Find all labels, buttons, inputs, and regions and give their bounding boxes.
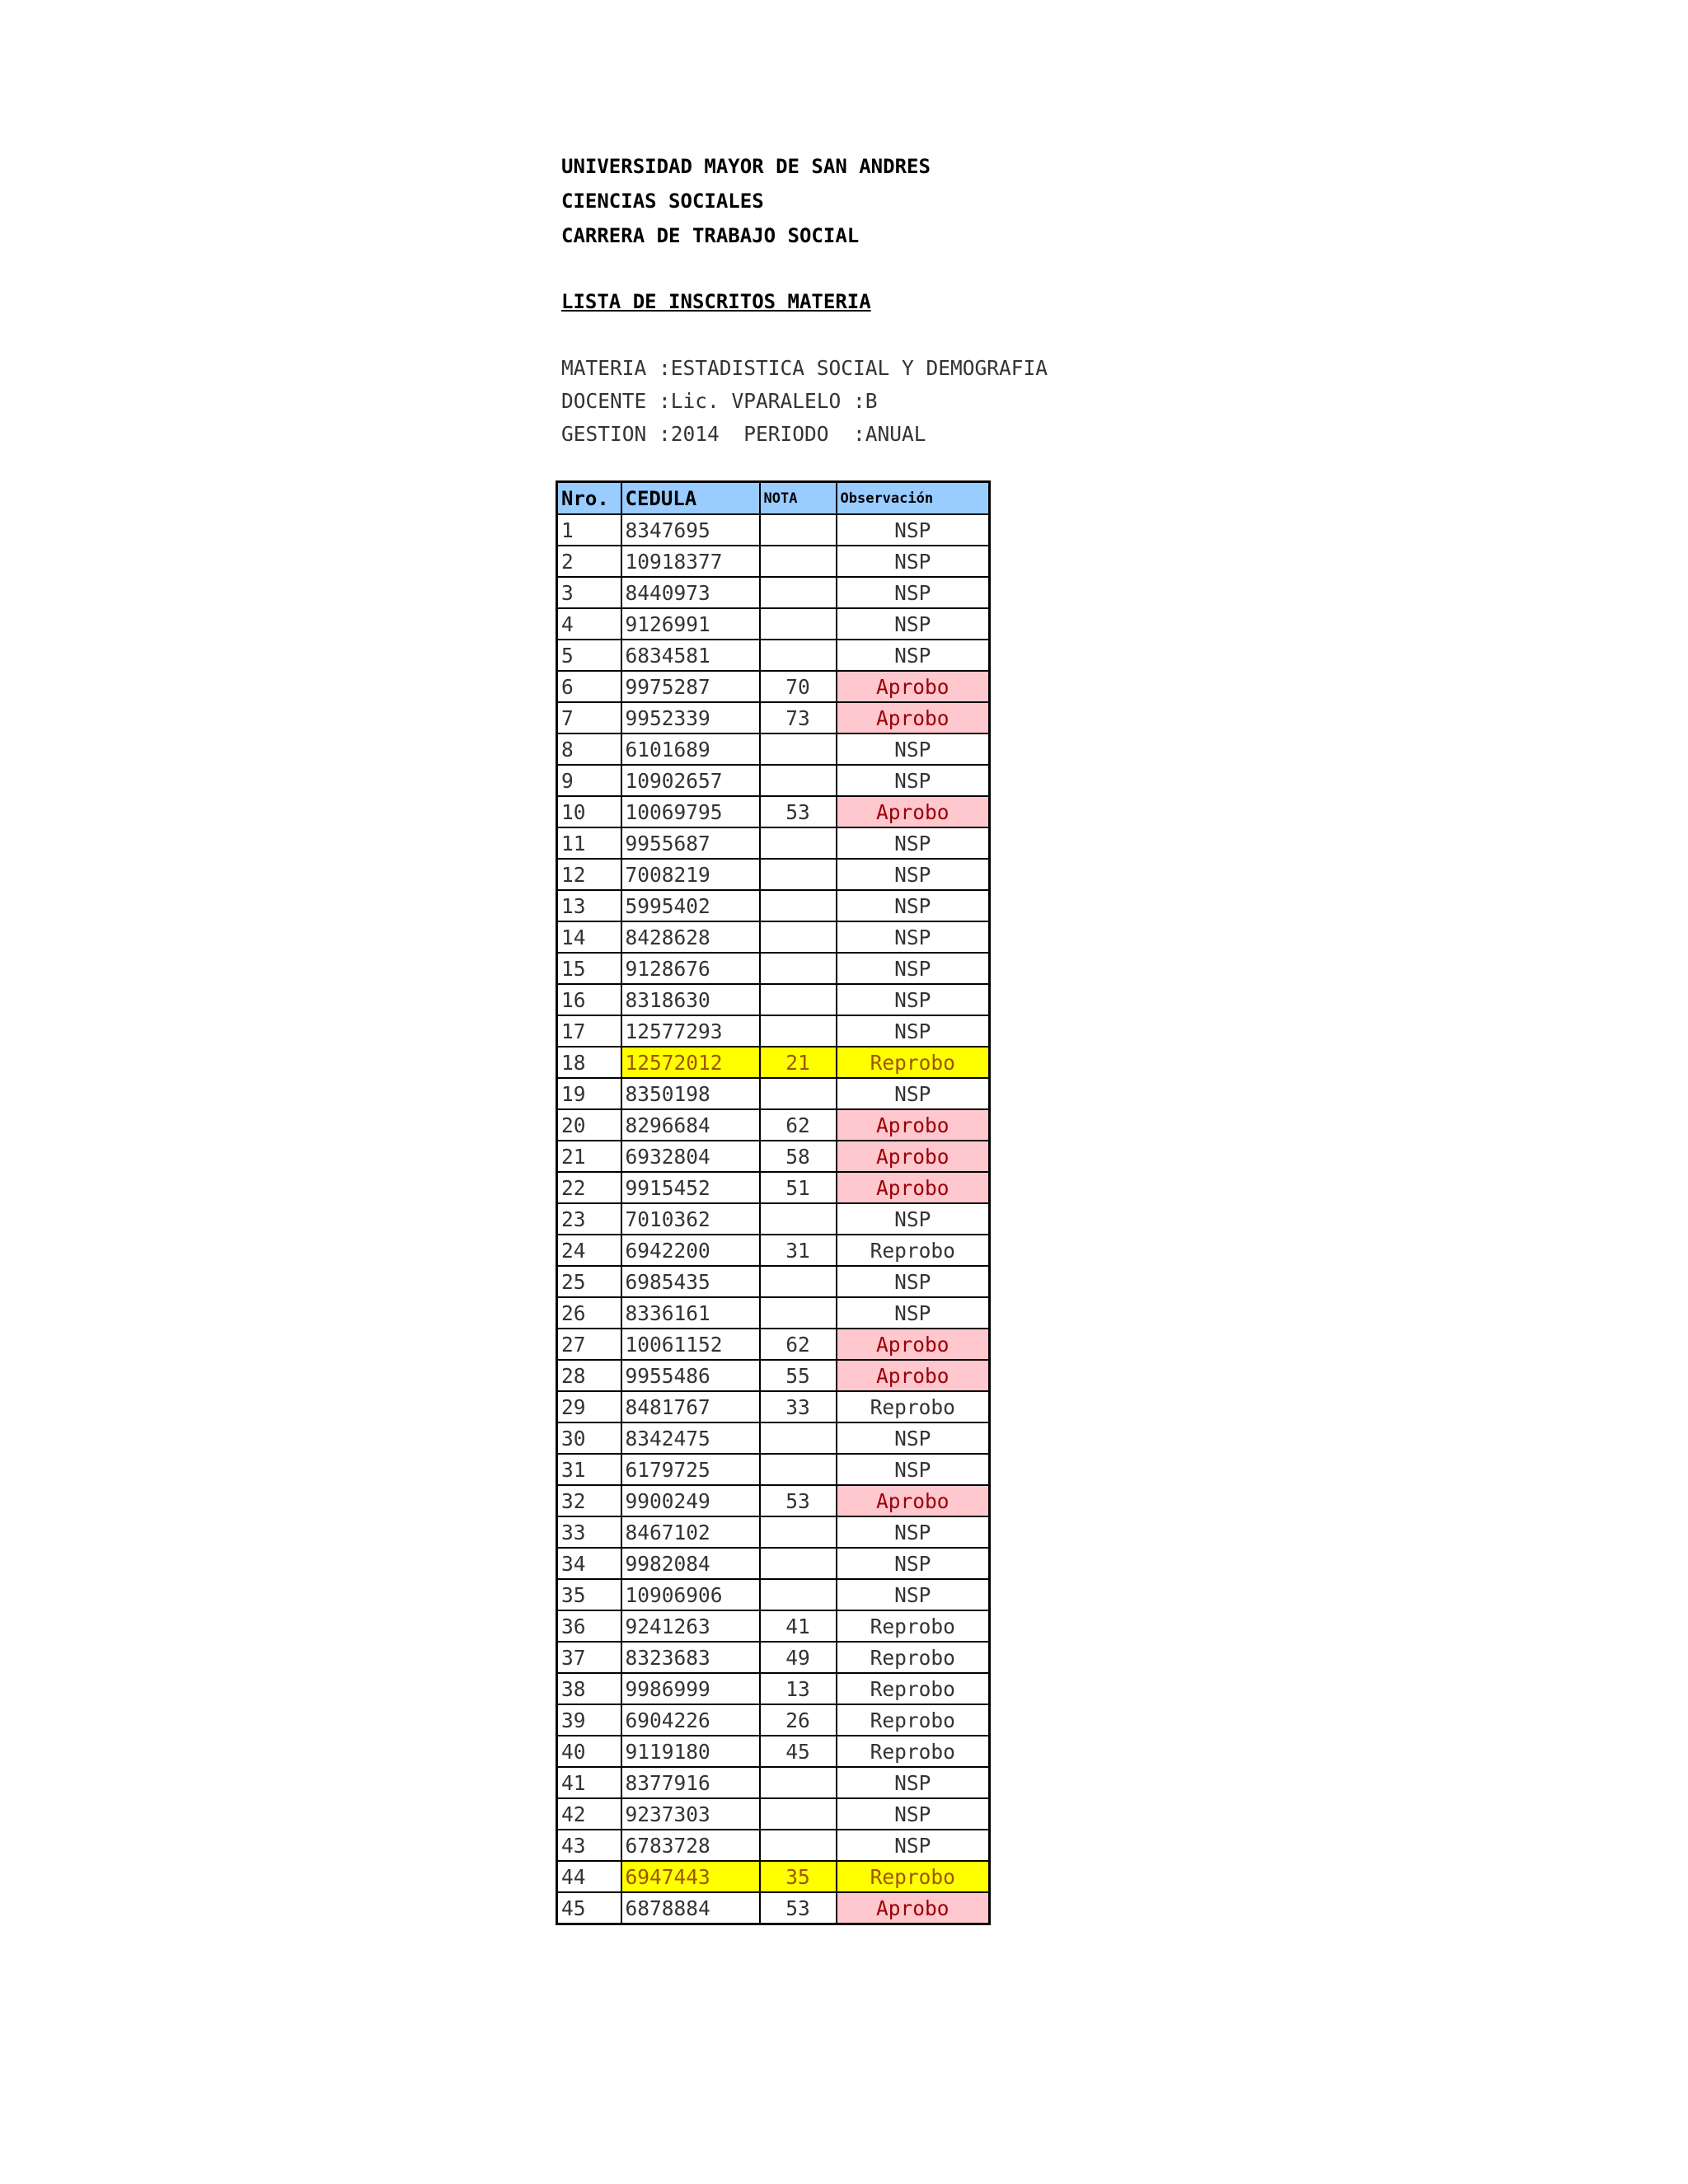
cell-nota bbox=[760, 953, 837, 984]
cell-nota: 33 bbox=[760, 1391, 837, 1422]
cell-nota bbox=[760, 1015, 837, 1047]
cell-nota: 53 bbox=[760, 1485, 837, 1516]
cell-observacion: Aprobo bbox=[837, 1360, 990, 1391]
cell-nota bbox=[760, 1548, 837, 1579]
cell-nro: 12 bbox=[557, 859, 621, 890]
cell-cedula: 9900249 bbox=[621, 1485, 760, 1516]
cell-observacion: NSP bbox=[837, 1454, 990, 1485]
cell-observacion: NSP bbox=[837, 890, 990, 921]
cell-cedula: 9955687 bbox=[621, 827, 760, 859]
table-row bbox=[557, 1830, 990, 1861]
cell-nro: 29 bbox=[557, 1391, 621, 1422]
cell-observacion: Aprobo bbox=[837, 671, 990, 702]
table-row bbox=[557, 640, 990, 671]
cell-nota: 41 bbox=[760, 1610, 837, 1642]
cell-cedula: 6947443 bbox=[621, 1861, 760, 1892]
cell-nota: 26 bbox=[760, 1704, 837, 1736]
table-row bbox=[557, 1642, 990, 1673]
cell-nota bbox=[760, 765, 837, 796]
cell-observacion: Aprobo bbox=[837, 796, 990, 827]
cell-nota bbox=[760, 1266, 837, 1297]
cell-nro: 3 bbox=[557, 577, 621, 608]
cell-nro: 36 bbox=[557, 1610, 621, 1642]
cell-nro: 8 bbox=[557, 733, 621, 765]
table-row bbox=[557, 1673, 990, 1704]
cell-observacion: NSP bbox=[837, 765, 990, 796]
cell-cedula: 9128676 bbox=[621, 953, 760, 984]
table-row bbox=[557, 733, 990, 765]
table-row bbox=[557, 1109, 990, 1141]
cell-nota bbox=[760, 1078, 837, 1109]
table-row bbox=[557, 827, 990, 859]
table-row bbox=[557, 953, 990, 984]
cell-nro: 37 bbox=[557, 1642, 621, 1673]
cell-cedula: 8318630 bbox=[621, 984, 760, 1015]
cell-observacion: NSP bbox=[837, 1548, 990, 1579]
cell-observacion: NSP bbox=[837, 1266, 990, 1297]
cell-nota bbox=[760, 1203, 837, 1235]
cell-cedula: 9237303 bbox=[621, 1798, 760, 1830]
cell-nro: 24 bbox=[557, 1235, 621, 1266]
cell-nro: 23 bbox=[557, 1203, 621, 1235]
cell-nro: 38 bbox=[557, 1673, 621, 1704]
cell-observacion: Reprobo bbox=[837, 1610, 990, 1642]
cell-observacion: Aprobo bbox=[837, 1109, 990, 1141]
table-header-row bbox=[557, 482, 990, 515]
cell-nro: 4 bbox=[557, 608, 621, 640]
cell-observacion: NSP bbox=[837, 1798, 990, 1830]
cell-nota bbox=[760, 859, 837, 890]
table-row bbox=[557, 1892, 990, 1924]
cell-cedula: 10902657 bbox=[621, 765, 760, 796]
table-row bbox=[557, 1579, 990, 1610]
cell-nro: 6 bbox=[557, 671, 621, 702]
cell-nota bbox=[760, 1454, 837, 1485]
cell-nota bbox=[760, 640, 837, 671]
column-header-nota: NOTA bbox=[760, 482, 837, 515]
cell-nota: 62 bbox=[760, 1109, 837, 1141]
cell-cedula: 7010362 bbox=[621, 1203, 760, 1235]
cell-cedula: 8350198 bbox=[621, 1078, 760, 1109]
cell-nro: 2 bbox=[557, 546, 621, 577]
table-row bbox=[557, 921, 990, 953]
cell-cedula: 6932804 bbox=[621, 1141, 760, 1172]
cell-cedula: 10061152 bbox=[621, 1329, 760, 1360]
table-row bbox=[557, 1235, 990, 1266]
cell-observacion: NSP bbox=[837, 640, 990, 671]
cell-nota: 73 bbox=[760, 702, 837, 733]
cell-cedula: 9982084 bbox=[621, 1548, 760, 1579]
table-row bbox=[557, 1015, 990, 1047]
cell-observacion: Aprobo bbox=[837, 1141, 990, 1172]
table-row bbox=[557, 1798, 990, 1830]
cell-nro: 9 bbox=[557, 765, 621, 796]
cell-observacion: NSP bbox=[837, 1830, 990, 1861]
cell-observacion: NSP bbox=[837, 859, 990, 890]
table-row bbox=[557, 577, 990, 608]
cell-observacion: NSP bbox=[837, 827, 990, 859]
table-row bbox=[557, 1736, 990, 1767]
table-row bbox=[557, 890, 990, 921]
cell-nota: 45 bbox=[760, 1736, 837, 1767]
cell-nota: 53 bbox=[760, 796, 837, 827]
cell-nro: 45 bbox=[557, 1892, 621, 1924]
table-row bbox=[557, 608, 990, 640]
cell-nota: 21 bbox=[760, 1047, 837, 1078]
cell-cedula: 9986999 bbox=[621, 1673, 760, 1704]
cell-cedula: 8377916 bbox=[621, 1767, 760, 1798]
cell-cedula: 8481767 bbox=[621, 1391, 760, 1422]
cell-nota bbox=[760, 577, 837, 608]
cell-cedula: 8440973 bbox=[621, 577, 760, 608]
table-row bbox=[557, 1047, 990, 1078]
table-row bbox=[557, 546, 990, 577]
cell-nro: 30 bbox=[557, 1422, 621, 1454]
cell-cedula: 8296684 bbox=[621, 1109, 760, 1141]
table-row bbox=[557, 702, 990, 733]
cell-nro: 22 bbox=[557, 1172, 621, 1203]
cell-nota: 35 bbox=[760, 1861, 837, 1892]
cell-cedula: 9241263 bbox=[621, 1610, 760, 1642]
table-row bbox=[557, 671, 990, 702]
cell-nro: 43 bbox=[557, 1830, 621, 1861]
cell-observacion: NSP bbox=[837, 921, 990, 953]
cell-nota: 53 bbox=[760, 1892, 837, 1924]
cell-nro: 28 bbox=[557, 1360, 621, 1391]
cell-nro: 41 bbox=[557, 1767, 621, 1798]
cell-observacion: NSP bbox=[837, 1579, 990, 1610]
cell-nota bbox=[760, 984, 837, 1015]
cell-nota: 49 bbox=[760, 1642, 837, 1673]
table-row bbox=[557, 1360, 990, 1391]
cell-cedula: 10918377 bbox=[621, 546, 760, 577]
cell-observacion: Reprobo bbox=[837, 1736, 990, 1767]
cell-nro: 16 bbox=[557, 984, 621, 1015]
cell-cedula: 7008219 bbox=[621, 859, 760, 890]
table-row bbox=[557, 765, 990, 796]
cell-observacion: NSP bbox=[837, 1297, 990, 1329]
cell-nota bbox=[760, 514, 837, 546]
cell-nota bbox=[760, 1297, 837, 1329]
table-row bbox=[557, 1516, 990, 1548]
cell-nro: 20 bbox=[557, 1109, 621, 1141]
cell-nro: 26 bbox=[557, 1297, 621, 1329]
list-title: LISTA DE INSCRITOS MATERIA bbox=[561, 290, 871, 313]
gestion-line: GESTION :2014 PERIODO :ANUAL bbox=[561, 422, 926, 446]
career-name: CARRERA DE TRABAJO SOCIAL bbox=[561, 224, 860, 247]
cell-cedula: 6783728 bbox=[621, 1830, 760, 1861]
cell-cedula: 8323683 bbox=[621, 1642, 760, 1673]
table-row bbox=[557, 1141, 990, 1172]
cell-observacion: Aprobo bbox=[837, 1892, 990, 1924]
cell-nota: 31 bbox=[760, 1235, 837, 1266]
cell-observacion: NSP bbox=[837, 1767, 990, 1798]
cell-observacion: Reprobo bbox=[837, 1047, 990, 1078]
cell-nota: 70 bbox=[760, 671, 837, 702]
cell-cedula: 8342475 bbox=[621, 1422, 760, 1454]
cell-nota: 51 bbox=[760, 1172, 837, 1203]
table-row bbox=[557, 796, 990, 827]
cell-cedula: 6834581 bbox=[621, 640, 760, 671]
cell-nro: 14 bbox=[557, 921, 621, 953]
cell-observacion: Reprobo bbox=[837, 1673, 990, 1704]
cell-nro: 44 bbox=[557, 1861, 621, 1892]
enrollment-table bbox=[556, 480, 991, 1925]
cell-nota bbox=[760, 827, 837, 859]
cell-nro: 1 bbox=[557, 514, 621, 546]
cell-observacion: NSP bbox=[837, 608, 990, 640]
cell-observacion: Aprobo bbox=[837, 1485, 990, 1516]
cell-nro: 31 bbox=[557, 1454, 621, 1485]
cell-nro: 17 bbox=[557, 1015, 621, 1047]
cell-nro: 10 bbox=[557, 796, 621, 827]
cell-nro: 34 bbox=[557, 1548, 621, 1579]
cell-observacion: NSP bbox=[837, 546, 990, 577]
cell-nro: 21 bbox=[557, 1141, 621, 1172]
table-row bbox=[557, 1172, 990, 1203]
cell-cedula: 8428628 bbox=[621, 921, 760, 953]
cell-nro: 18 bbox=[557, 1047, 621, 1078]
table-row bbox=[557, 859, 990, 890]
cell-cedula: 9119180 bbox=[621, 1736, 760, 1767]
cell-cedula: 6942200 bbox=[621, 1235, 760, 1266]
cell-nota: 58 bbox=[760, 1141, 837, 1172]
cell-nota bbox=[760, 890, 837, 921]
cell-nro: 42 bbox=[557, 1798, 621, 1830]
table-row bbox=[557, 1391, 990, 1422]
cell-nota bbox=[760, 608, 837, 640]
cell-cedula: 12577293 bbox=[621, 1015, 760, 1047]
cell-nro: 32 bbox=[557, 1485, 621, 1516]
table-row bbox=[557, 1704, 990, 1736]
cell-nro: 7 bbox=[557, 702, 621, 733]
table-row bbox=[557, 1329, 990, 1360]
cell-nro: 11 bbox=[557, 827, 621, 859]
cell-nota bbox=[760, 546, 837, 577]
table-row bbox=[557, 1078, 990, 1109]
table-row bbox=[557, 1861, 990, 1892]
cell-nota bbox=[760, 921, 837, 953]
table-row bbox=[557, 1297, 990, 1329]
cell-cedula: 9955486 bbox=[621, 1360, 760, 1391]
table-row bbox=[557, 1767, 990, 1798]
docente-line: DOCENTE :Lic. VPARALELO :B bbox=[561, 389, 878, 413]
faculty-name: CIENCIAS SOCIALES bbox=[561, 190, 764, 213]
cell-observacion: Aprobo bbox=[837, 702, 990, 733]
cell-cedula: 8467102 bbox=[621, 1516, 760, 1548]
table-row bbox=[557, 1454, 990, 1485]
column-header-cedula: CEDULA bbox=[621, 482, 760, 515]
cell-nro: 35 bbox=[557, 1579, 621, 1610]
cell-cedula: 6985435 bbox=[621, 1266, 760, 1297]
table-row bbox=[557, 1548, 990, 1579]
cell-observacion: NSP bbox=[837, 514, 990, 546]
cell-nota bbox=[760, 1830, 837, 1861]
cell-cedula: 6179725 bbox=[621, 1454, 760, 1485]
cell-observacion: NSP bbox=[837, 1516, 990, 1548]
cell-observacion: Reprobo bbox=[837, 1391, 990, 1422]
cell-nro: 27 bbox=[557, 1329, 621, 1360]
cell-cedula: 5995402 bbox=[621, 890, 760, 921]
cell-nota bbox=[760, 1798, 837, 1830]
table-row bbox=[557, 1485, 990, 1516]
cell-observacion: Reprobo bbox=[837, 1235, 990, 1266]
cell-nota bbox=[760, 1579, 837, 1610]
cell-cedula: 12572012 bbox=[621, 1047, 760, 1078]
cell-nota bbox=[760, 1516, 837, 1548]
materia-line: MATERIA :ESTADISTICA SOCIAL Y DEMOGRAFIA bbox=[561, 356, 1048, 380]
cell-nro: 40 bbox=[557, 1736, 621, 1767]
cell-nota bbox=[760, 733, 837, 765]
cell-observacion: Aprobo bbox=[837, 1172, 990, 1203]
cell-cedula: 9915452 bbox=[621, 1172, 760, 1203]
cell-nota: 55 bbox=[760, 1360, 837, 1391]
table-row bbox=[557, 514, 990, 546]
cell-cedula: 8336161 bbox=[621, 1297, 760, 1329]
column-header-observacion: Observación bbox=[837, 482, 990, 515]
university-name: UNIVERSIDAD MAYOR DE SAN ANDRES bbox=[561, 155, 931, 178]
cell-observacion: Reprobo bbox=[837, 1861, 990, 1892]
table-row bbox=[557, 1422, 990, 1454]
cell-cedula: 9952339 bbox=[621, 702, 760, 733]
cell-nota bbox=[760, 1422, 837, 1454]
table-row bbox=[557, 1610, 990, 1642]
cell-observacion: NSP bbox=[837, 1015, 990, 1047]
cell-nro: 33 bbox=[557, 1516, 621, 1548]
cell-nro: 15 bbox=[557, 953, 621, 984]
cell-observacion: NSP bbox=[837, 1203, 990, 1235]
cell-cedula: 6904226 bbox=[621, 1704, 760, 1736]
cell-cedula: 8347695 bbox=[621, 514, 760, 546]
cell-nro: 39 bbox=[557, 1704, 621, 1736]
cell-nota: 62 bbox=[760, 1329, 837, 1360]
cell-cedula: 9975287 bbox=[621, 671, 760, 702]
cell-observacion: Reprobo bbox=[837, 1642, 990, 1673]
cell-observacion: NSP bbox=[837, 577, 990, 608]
cell-nota bbox=[760, 1767, 837, 1798]
cell-observacion: NSP bbox=[837, 1078, 990, 1109]
cell-observacion: Aprobo bbox=[837, 1329, 990, 1360]
cell-observacion: NSP bbox=[837, 984, 990, 1015]
cell-cedula: 10069795 bbox=[621, 796, 760, 827]
table-row bbox=[557, 984, 990, 1015]
table-row bbox=[557, 1203, 990, 1235]
cell-nro: 13 bbox=[557, 890, 621, 921]
cell-observacion: NSP bbox=[837, 733, 990, 765]
cell-cedula: 6878884 bbox=[621, 1892, 760, 1924]
column-header-nro: Nro. bbox=[557, 482, 621, 515]
cell-nro: 25 bbox=[557, 1266, 621, 1297]
cell-observacion: NSP bbox=[837, 1422, 990, 1454]
cell-nro: 5 bbox=[557, 640, 621, 671]
table-row bbox=[557, 1266, 990, 1297]
cell-cedula: 10906906 bbox=[621, 1579, 760, 1610]
cell-nota: 13 bbox=[760, 1673, 837, 1704]
cell-observacion: Reprobo bbox=[837, 1704, 990, 1736]
cell-cedula: 6101689 bbox=[621, 733, 760, 765]
cell-nro: 19 bbox=[557, 1078, 621, 1109]
cell-cedula: 9126991 bbox=[621, 608, 760, 640]
cell-observacion: NSP bbox=[837, 953, 990, 984]
